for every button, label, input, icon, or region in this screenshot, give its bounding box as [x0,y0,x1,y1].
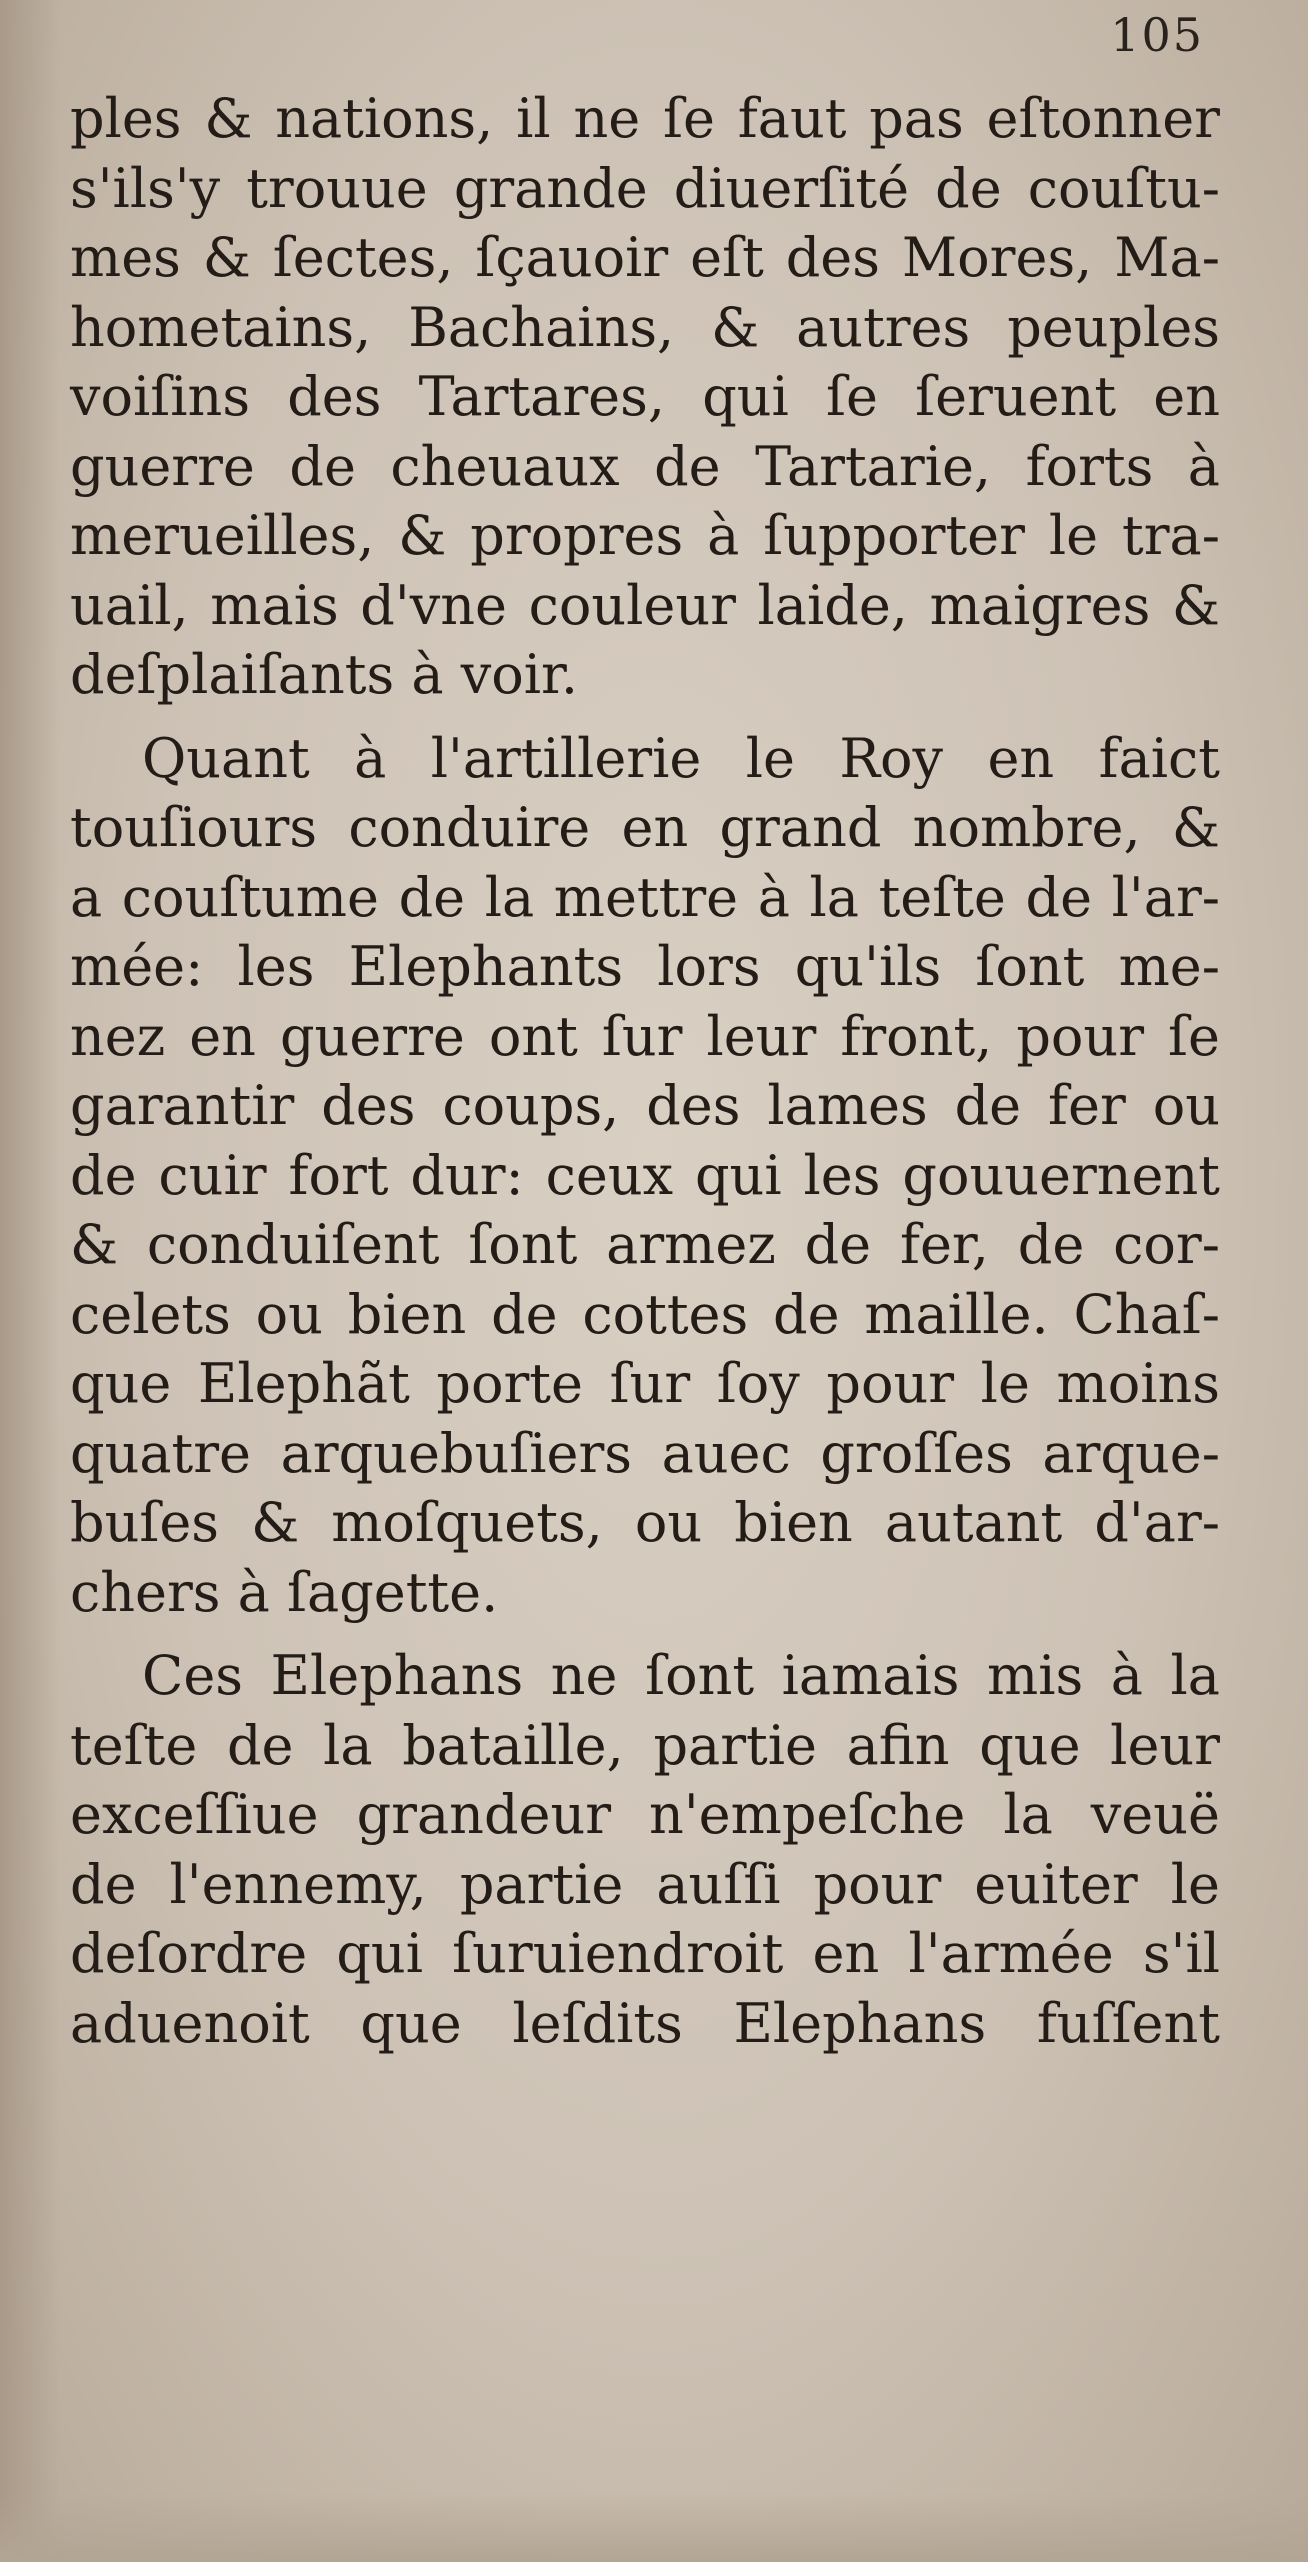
text-line: aduenoit que leſdits Elephans fuſſent [70,1991,1220,2055]
text-line: uail, mais d'vne couleur laide, maigres & [70,573,1220,637]
text-line: deſordre qui ſuruiendroit en l'armée s'il [70,1922,1220,1985]
text-line: guerre de cheuaux de Tartarie, forts à [70,434,1220,498]
text-line: deſplaiſants à voir. [70,643,579,706]
paragraph-1 [70,84,1220,710]
text-line: buſes & moſquets, ou bien autant d'ar- [70,1491,1220,1554]
text-line: nez en guerre ont ſur leur front, pour ſe [70,1004,1220,1068]
text-line: voiſins des Tartares, qui ſe ſeruent en [70,365,1220,428]
text-line: teſte de la bataille, partie afin que leur [70,1713,1220,1777]
page-shadow-bottom [0,2492,1308,2562]
text-line: merueilles, & propres à ſupporter le tra- [70,504,1220,567]
text-line: de l'ennemy, partie auſſi pour euiter le [70,1852,1220,1916]
paragraph-3 [70,1641,1220,2058]
text-line: & conduiſent ſont armez de fer, de cor- [70,1213,1220,1276]
text-line: Quant à l'artillerie le Roy en faict [142,726,1220,790]
text-line: ples & nations, il ne ſe faut pas eſtonner [70,87,1220,150]
text-line: hometains, Bachains, & autres peuples [70,295,1220,359]
paragraph-2 [70,724,1220,1628]
text-line: exceſſiue grandeur n'empeſche la veuë [70,1783,1220,1846]
text-line: celets ou bien de cottes de maille. Chaſ- [70,1282,1220,1346]
text-line: a couſtume de la mettre à la teſte de l'ar- [70,865,1220,929]
text-line: chers à ſagette. [70,1560,499,1624]
text-line: quatre arquebuſiers auec groſſes arque- [70,1421,1220,1485]
text-line: que Elephãt porte ſur ſoy pour le moins [70,1352,1220,1415]
text-line: mée: les Elephants lors qu'ils ſont me- [70,935,1220,998]
paragraph-gap [70,1627,1220,1641]
text-line: touſiours conduire en grand nombre, & [70,796,1220,859]
page-shadow-left [0,0,60,2562]
body-text [70,84,1220,2058]
text-line: de cuir fort dur: ceux qui les gouuernent [70,1143,1220,1207]
text-line: mes & ſectes, ſçauoir eſt des Mores, Ma- [70,226,1220,289]
page-number: 105 [1110,8,1204,62]
text-line: Ces Elephans ne ſont iamais mis à la [142,1644,1220,1707]
text-line: s'ils'y trouue grande diuerſité de couſtu- [70,156,1220,220]
text-line: garantir des coups, des lames de fer ou [70,1074,1220,1137]
paragraph-gap [70,710,1220,724]
